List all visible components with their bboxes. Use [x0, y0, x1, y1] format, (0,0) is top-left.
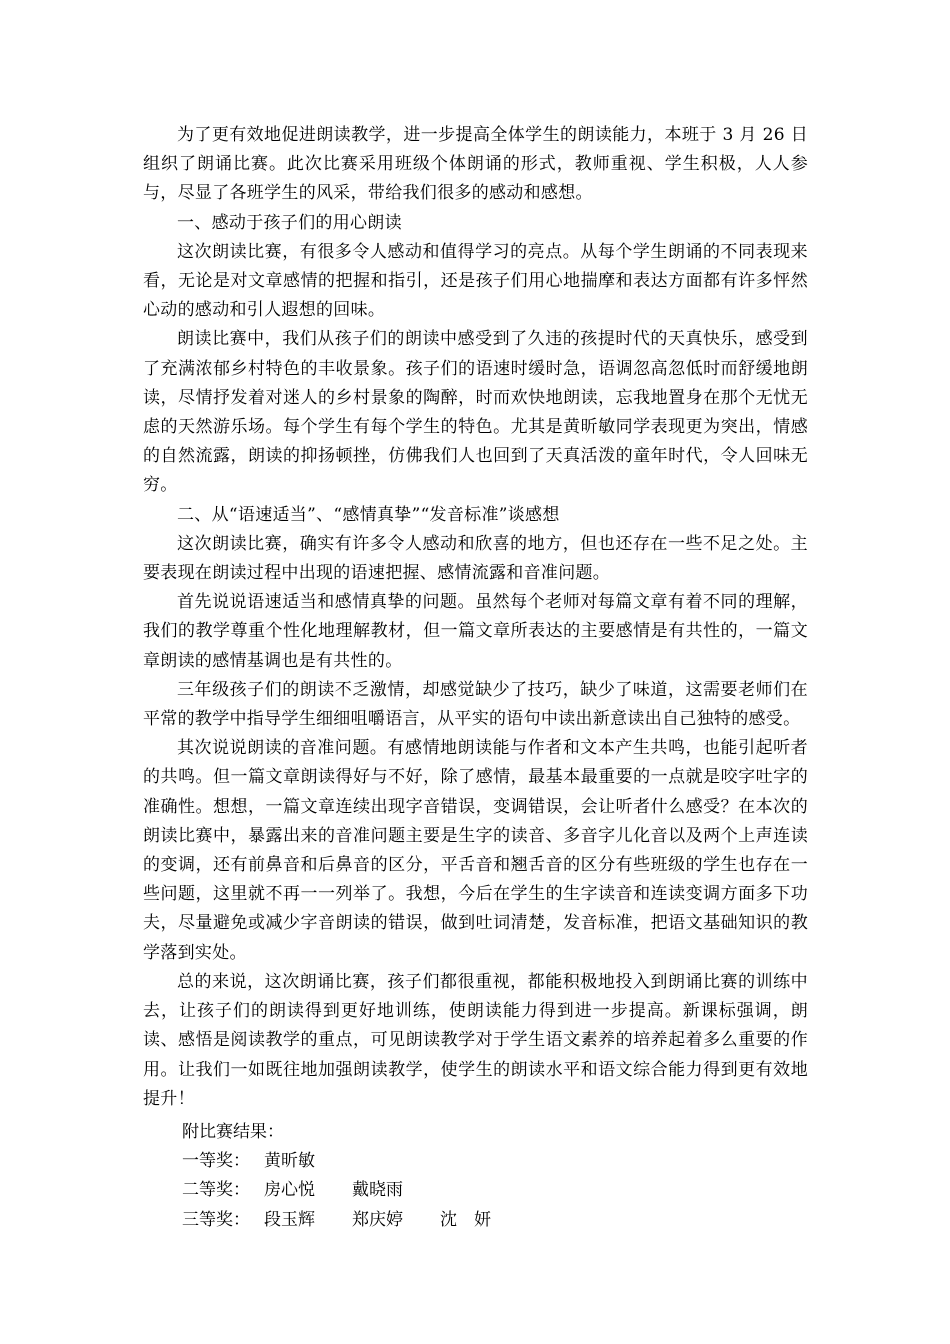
second-prize-row — [182, 1176, 528, 1205]
winner-name: 沈 妍 — [440, 1209, 491, 1230]
second-prize-label: 二等奖： — [182, 1180, 250, 1201]
first-prize-label: 一等奖： — [182, 1151, 250, 1172]
section-heading-2: 二、从“语速适当”、“感情真挚”“发音标准”谈感想 — [177, 504, 560, 525]
paragraph: 首先说说语速适当和感情真挚的问题。虽然每个老师对每篇文章有着不同的理解，我们的教学尊重个性化地理解教材，但一篇文章所表达的主要感情是有共性的，一篇文章朗读的感情基调也是有共性的。 — [143, 592, 808, 671]
first-prize-row — [182, 1147, 528, 1176]
paragraph: 其次说说朗读的音准问题。有感情地朗读能与作者和文本产生共鸣，也能引起听者的共鸣。但一篇文章朗读得好与不好，除了感情，最基本最重要的一点就是咬字吐字的准确性。想想，一篇文章连续出现字音错误，变调错误，会让听者什么感受？在本次的朗读比赛中，暴露出来的音准问题主要是生字的读音、多音字儿化音以及两个上声连读的变调，还有前鼻音和后鼻音的区分，平舌音和翘舌音的区分有些班级的学生也存在一些问题，这里就不再一一列举了。我想，今后在学生的生字读音和连读变调方面多下功夫，尽量避免或减少字音朗读的错误，做到吐词清楚，发音标准，把语文基础知识的教学落到实处。 — [143, 738, 808, 963]
paragraph: 朗读比赛中，我们从孩子们的朗读中感受到了久违的孩提时代的天真快乐，感受到了充满浓郁乡村特色的丰收景象。孩子们的语速时缓时急，语调忽高忽低时而舒缓地朗读，尽情抒发着对迷人的乡村景象的陶醉，时而欢快地朗读，忘我地置身在那个无忧无虑的天然游乐场。每个学生有每个学生的特色。尤其是黄昕敏同学表现更为突出，情感的自然流露，朗读的抑扬顿挫，仿佛我们人也回到了天真活泼的童年时代，令人回味无穷。 — [143, 329, 808, 496]
paragraph: 这次朗读比赛，有很多令人感动和值得学习的亮点。从每个学生朗诵的不同表现来看，无论是对文章感情的把握和指引，还是孩子们用心地揣摩和表达方面都有许多怦然心动的感动和引人遐想的回味。 — [143, 241, 808, 321]
results-title: 附比赛结果： — [182, 1122, 284, 1142]
third-prize-label: 三等奖： — [182, 1209, 250, 1230]
winner-name: 房心悦 — [264, 1180, 315, 1201]
paragraph: 这次朗读比赛，确实有许多令人感动和欣喜的地方，但也还存在一些不足之处。主要表现在朗读过程中出现的语速把握、感情流露和音准问题。 — [143, 533, 808, 584]
document-body — [143, 121, 808, 1114]
results-title-row — [182, 1118, 528, 1147]
third-prize-row — [182, 1206, 528, 1235]
competition-results — [182, 1118, 528, 1235]
intro-paragraph: 为了更有效地促进朗读教学，进一步提高全体学生的朗读能力，本班于 3 月 26 日组织了朗诵比赛。此次比赛采用班级个体朗诵的形式，教师重视、学生积极，人人参与，尽显了各班学生的风采，带给我们很多的感动和感想。 — [143, 125, 808, 204]
conclusion-paragraph: 总的来说，这次朗诵比赛，孩子们都很重视，都能积极地投入到朗诵比赛的训练中去，让孩子们的朗读得到更好地训练，使朗读能力得到进一步提高。新课标强调，朗读、感悟是阅读教学的重点，可见朗读教学对于学生语文素养的培养起着多么重要的作用。让我们一如既往地加强朗读教学，使学生的朗读水平和语文综合能力得到更有效地提升！ — [143, 971, 808, 1109]
paragraph: 三年级孩子们的朗读不乏激情，却感觉缺少了技巧，缺少了味道，这需要老师们在平常的教学中指导学生细细咀嚼语言，从平实的语句中读出新意读出自己独特的感受。 — [143, 679, 808, 730]
winner-name: 郑庆婷 — [352, 1209, 403, 1230]
winner-name: 戴晓雨 — [352, 1180, 403, 1201]
winner-name: 黄昕敏 — [264, 1151, 315, 1172]
winner-name: 段玉辉 — [264, 1209, 315, 1230]
section-heading-1: 一、感动于孩子们的用心朗读 — [177, 212, 402, 233]
